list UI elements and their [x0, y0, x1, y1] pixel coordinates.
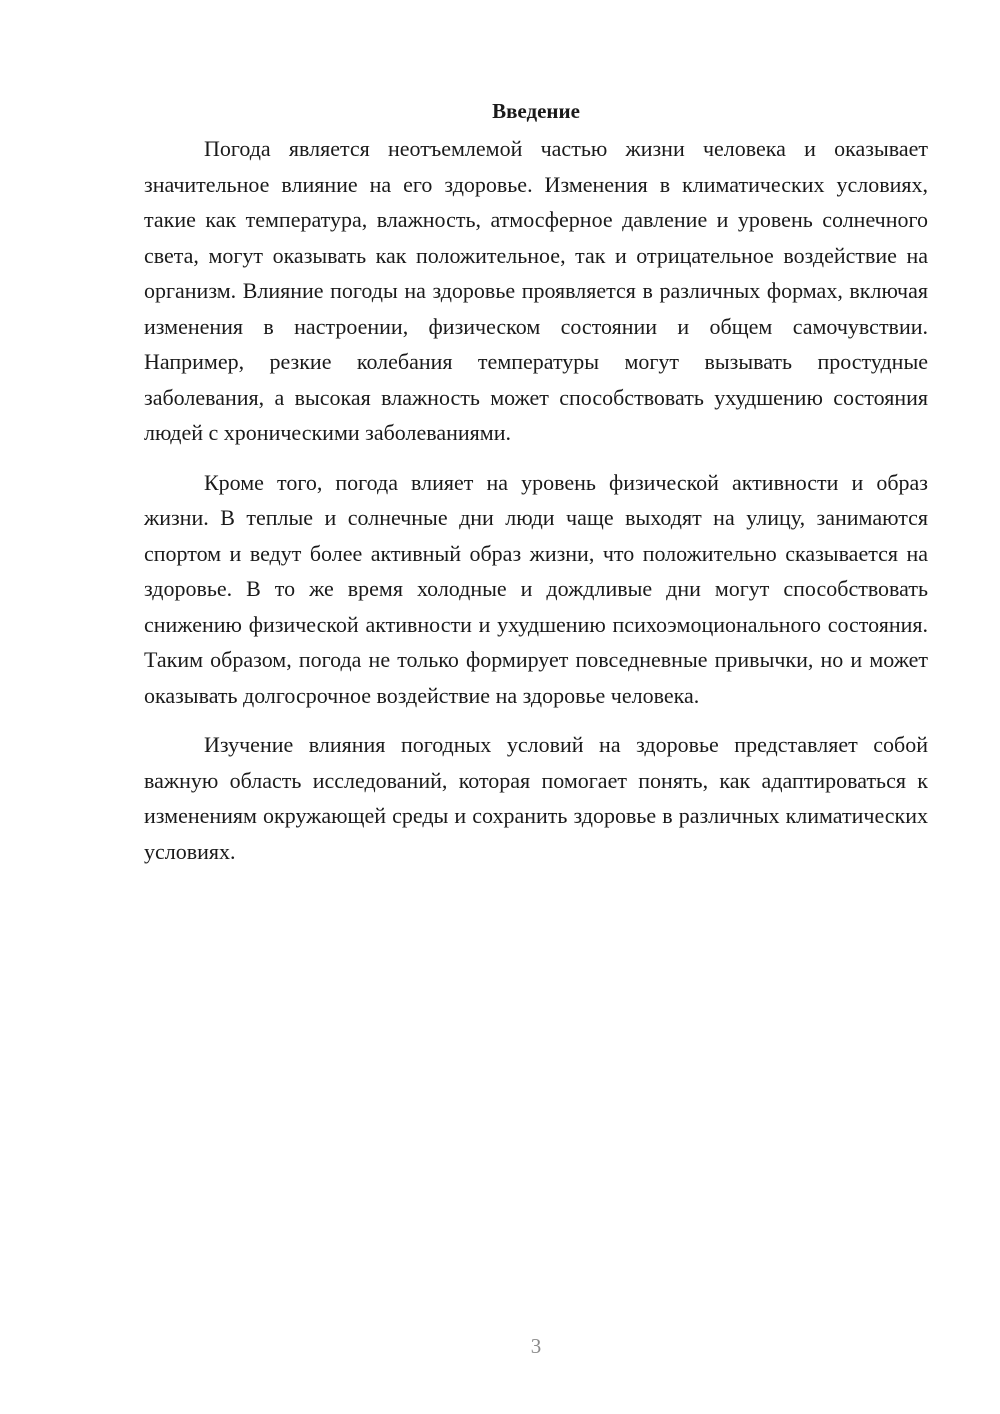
paragraph-3: Изучение влияния погодных условий на здоровье представляет собой важную область исследований, которая помогает понять, как адаптироваться к изменениям окружающей среды и сохранить здоровье в различных климатических условиях. — [144, 732, 928, 864]
page-content — [144, 96, 928, 883]
paragraph-1: Погода является неотъемлемой частью жизни человека и оказывает значительное влияние на его здоровье. Изменения в климатических условиях, такие как температура, влажность, атмосферное давление и уровень солнечного света, могут оказывать как положительное, так и отрицательное воздействие на организм. Влияние погоды на здоровье проявляется в различных формах, включая изменения в настроении, физическом состоянии и общем самочувствии. Например, резкие колебания температуры могут вызывать простудные заболевания, а высокая влажность может способствовать ухудшению состояния людей с хроническими заболеваниями. — [144, 136, 928, 445]
paragraph-2: Кроме того, погода влияет на уровень физической активности и образ жизни. В теплые и солнечные дни люди чаще выходят на улицу, занимаются спортом и ведут более активный образ жизни, что положительно сказывается на здоровье. В то же время холодные и дождливые дни могут способствовать снижению физической активности и ухудшению психоэмоционального состояния. Таким образом, погода не только формирует повседневные привычки, но и может оказывать долгосрочное воздействие на здоровье человека. — [144, 469, 928, 708]
section-heading: Введение — [492, 99, 580, 123]
page-number: 3 — [530, 1334, 542, 1358]
